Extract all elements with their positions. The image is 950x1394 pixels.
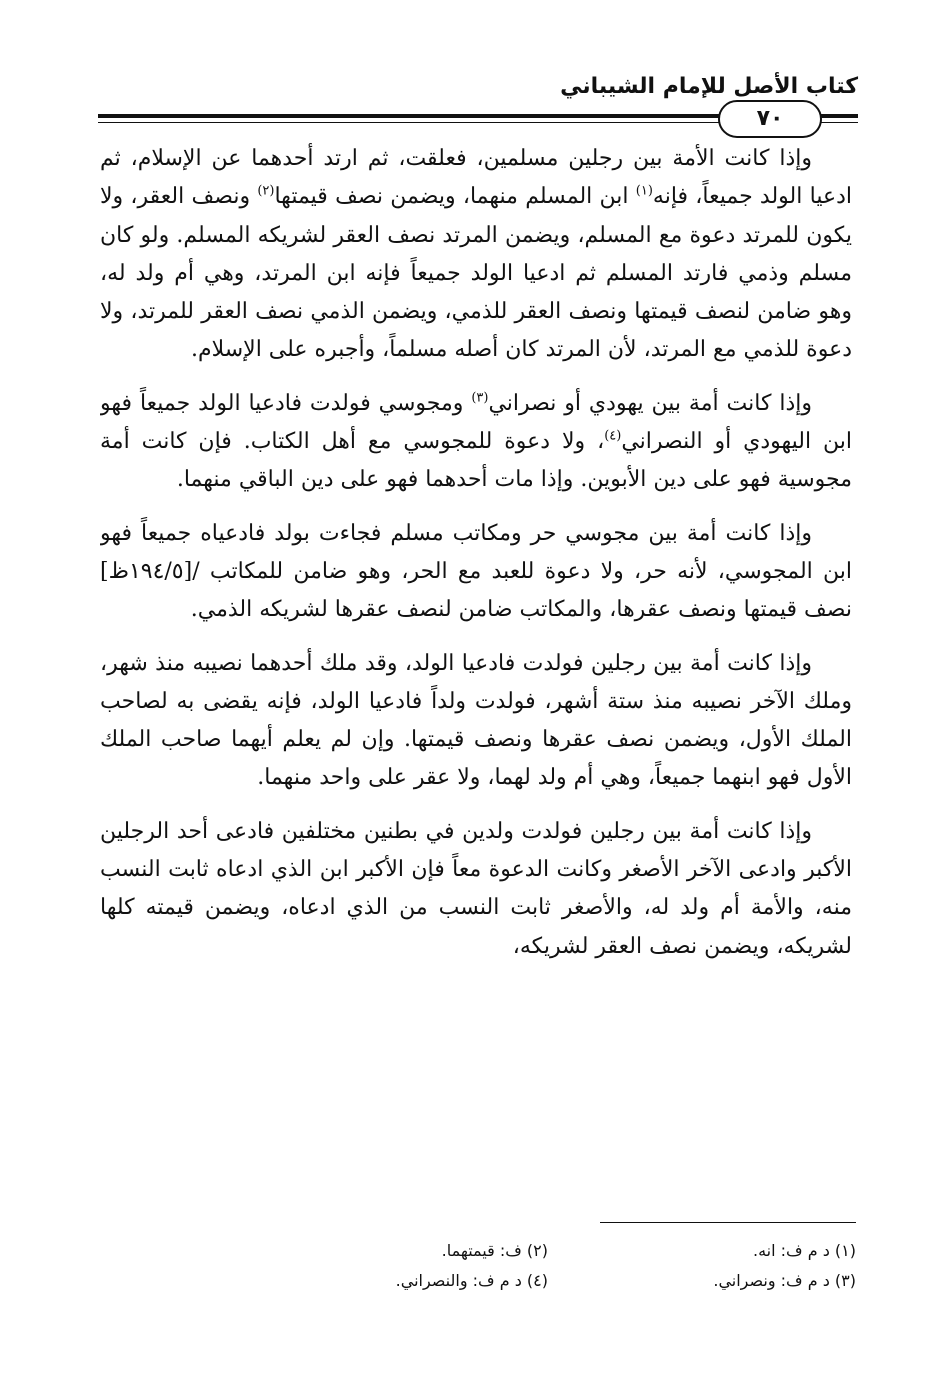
- footnote-separator: [600, 1222, 856, 1223]
- text-run: ومجوسي فولدت فادعيا الولد جميعاً فهو ابن اليهودي أو النصراني: [100, 390, 852, 455]
- paragraph: [100, 385, 852, 500]
- paragraph: [100, 645, 852, 798]
- footnote-row: [240, 1236, 856, 1266]
- main-text: [100, 140, 852, 1210]
- paragraph: [100, 140, 852, 370]
- text-run: ابن المسلم منهما، ويضمن نصف قيمتها: [274, 184, 636, 210]
- page-number: ٧٠: [718, 100, 822, 138]
- text-run: وإذا كانت أمة بين مجوسي حر ومكاتب مسلم فجاءت بولد فادعياه جميعاً فهو ابن المجوسي، لأنه حر، ولا دعوة للعبد مع الحر، وهو ضامن للمكاتب /[١٩٤/٥ظ] نصف قيمتها ونصف عقرها، والمكاتب ضامن لنصف عقرها لشريكه الذمي.: [100, 520, 852, 623]
- footnote: (٤) د م ف: والنصراني.: [395, 1271, 548, 1290]
- footnotes: [240, 1236, 856, 1316]
- text-run: ، ولا دعوة للمجوسي مع أهل الكتاب. فإن كانت أمة مجوسية فهو على دين الأبوين. وإذا مات أحدهما فهو على دين الباقي منهما.: [100, 429, 852, 493]
- running-title: كتاب الأصل للإمام الشيباني: [560, 74, 858, 99]
- footnote-ref: (٣): [471, 390, 489, 406]
- paragraph: [100, 515, 852, 630]
- footnote-ref: (٢): [257, 183, 275, 199]
- text-run: وإذا كانت الأمة بين رجلين مسلمين، فعلقت، ثم ارتد أحدهما عن الإسلام، ثم ادعيا الولد جميعاً، فإنه: [100, 146, 852, 210]
- footnote: (٣) د م ف: ونصراني.: [713, 1271, 856, 1290]
- text-run: ونصف العقر، ولا يكون للمرتد دعوة مع المسلم، ويضمن المرتد نصف العقر لشريكه المسلم. ولو كان مسلم وذمي فارتد المسلم ثم ادعيا الولد جميعاً فإنه ابن المرتد، وهي أم ولد له، وهو ضامن لنصف قيمتها ونصف العقر للذمي، ويضمن الذمي نصف العقر للمرتد، ولا دعوة للذمي مع المرتد، لأن المرتد كان أصله مسلماً، وأجبره على الإسلام.: [100, 184, 852, 363]
- paragraph: [100, 813, 852, 966]
- footnote-ref: (٤): [604, 428, 622, 444]
- page-header: [98, 62, 858, 132]
- text-run: وإذا كانت أمة بين رجلين فولدت فادعيا الولد، وقد ملك أحدهما نصيبه منذ شهر، وملك الآخر نصيبه منذ ستة أشهر، فولدت ولداً فادعيا الولد، فإنه يقضى به لصاحب الملك الأول، ويضمن نصف عقرها ونصف قيمتها. وإن لم يعلم أيهما صاحب الملك الأول فهو ابنهما جميعاً، وهي أم ولد لهما، ولا عقر على واحد منهما.: [100, 650, 852, 791]
- footnote: (٢) ف: قيمتهما.: [441, 1241, 548, 1260]
- footnote: (١) د م ف: انه.: [753, 1241, 856, 1260]
- footnote-row: [240, 1266, 856, 1296]
- footnote-ref: (١): [635, 183, 653, 199]
- text-run: وإذا كانت أمة بين رجلين فولدت ولدين في بطنين مختلفين فادعى أحد الرجلين الأكبر وادعى الآخر الأصغر وكانت الدعوة معاً فإن الأكبر ابن الذي ادعاه ثابت النسب منه، والأمة أم ولد له، والأصغر ثابت النسب من الذي ادعاه، ويضمن قيمته كلها لشريكه، ويضمن نصف العقر لشريكه،: [100, 818, 852, 959]
- text-run: وإذا كانت أمة بين يهودي أو نصراني: [488, 390, 812, 416]
